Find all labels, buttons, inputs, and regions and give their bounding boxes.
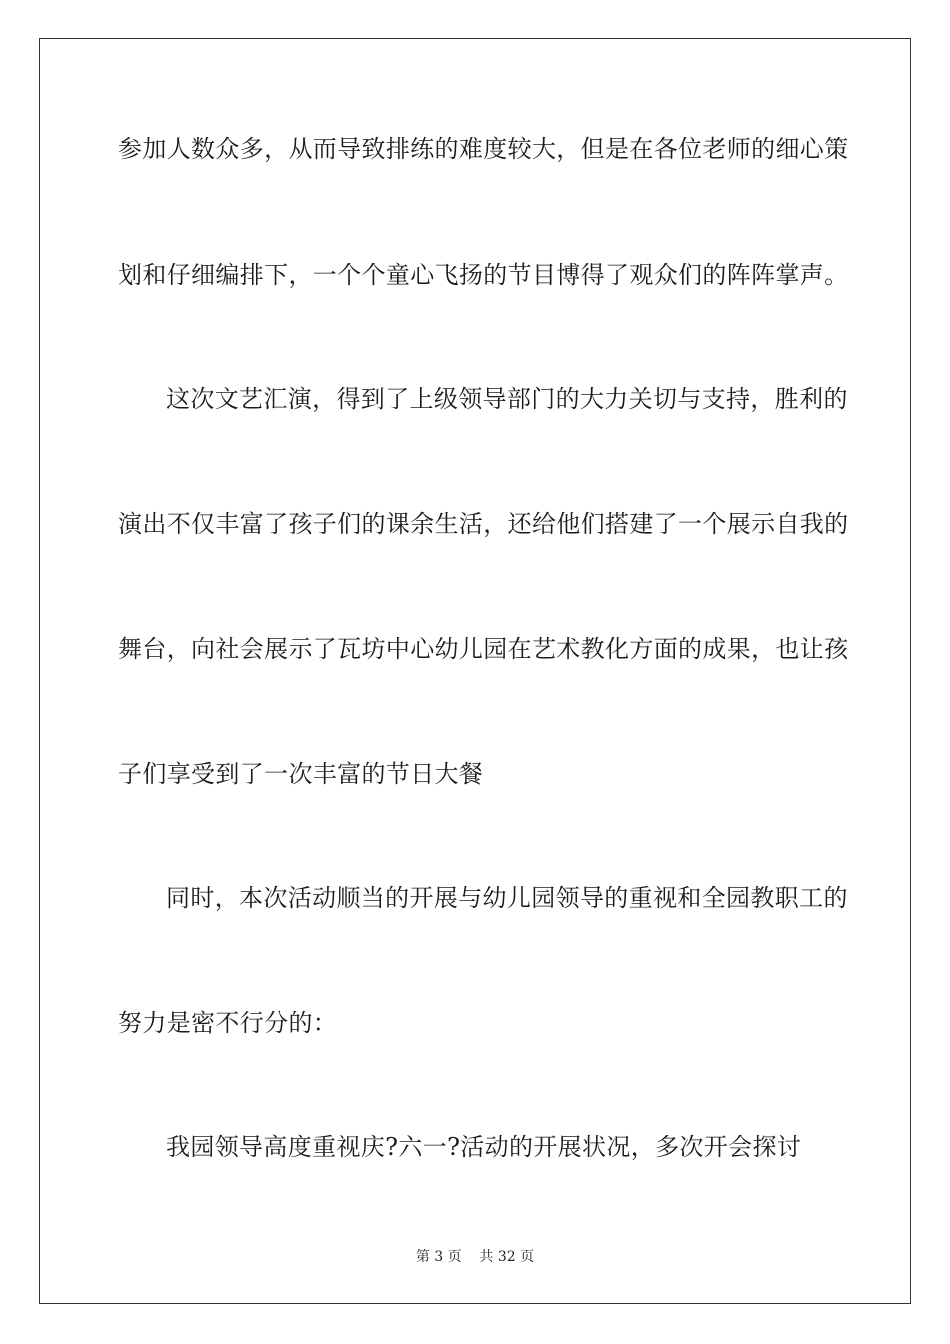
paragraph-line: 演出不仅丰富了孩子们的课余生活，还给他们搭建了一个展示自我的 (118, 510, 849, 538)
paragraph-line: 参加人数众多，从而导致排练的难度较大，但是在各位老师的细心策 (118, 135, 849, 163)
paragraph-line: 舞台，向社会展示了瓦坊中心幼儿园在艺术教化方面的成果，也让孩 (118, 635, 849, 663)
paragraph-line: 我园领导高度重视庆?六一?活动的开展状况，多次开会探讨 (166, 1133, 802, 1161)
page-border (39, 38, 911, 1304)
paragraph-line: 子们享受到了一次丰富的节日大餐 (118, 760, 484, 788)
paragraph-line: 划和仔细编排下，一个个童心飞扬的节目博得了观众们的阵阵掌声。 (118, 261, 849, 289)
page-number-footer: 第 3 页 共 32 页 (415, 1249, 535, 1265)
paragraph-line: 努力是密不行分的： (118, 1009, 338, 1037)
paragraph-line: 这次文艺汇演，得到了上级领导部门的大力关切与支持，胜利的 (166, 385, 848, 413)
paragraph-line: 同时，本次活动顺当的开展与幼儿园领导的重视和全园教职工的 (166, 884, 848, 912)
